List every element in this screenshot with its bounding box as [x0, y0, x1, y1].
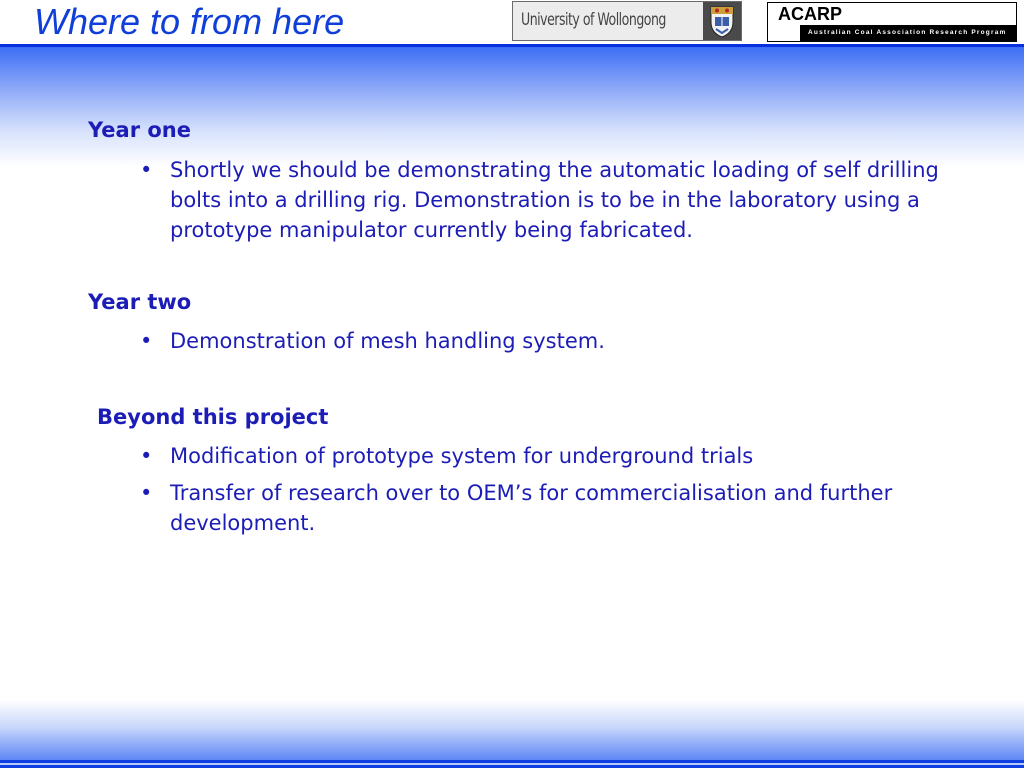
section-heading-beyond-this-project: Beyond this project	[97, 405, 329, 429]
bullet-text: Modification of prototype system for underground trials	[170, 444, 754, 468]
section-heading-year-two: Year two	[88, 290, 192, 314]
slide-title: Where to from here	[34, 1, 345, 42]
bullet-text: Shortly we should be demonstrating the automatic loading of self drilling bolts into a drilling rig. Demonstration is to be in the laboratory using a prototype manipulator currently being fabricated.	[170, 158, 939, 242]
acarp-logo-subtitle: Australian Coal Association Research Program	[808, 29, 1007, 36]
bullet-text: Demonstration of mesh handling system.	[170, 329, 605, 353]
section-heading-year-one: Year one	[88, 118, 191, 142]
bullet-list-year-two	[140, 326, 990, 363]
list-item	[140, 155, 990, 245]
list-item	[140, 441, 990, 471]
bullet-icon: •	[140, 329, 153, 353]
bullet-icon: •	[140, 158, 153, 182]
list-item	[140, 478, 990, 538]
acarp-logo-name: ACARP	[778, 4, 843, 24]
bullet-icon: •	[140, 481, 153, 505]
bullet-list-year-one	[140, 155, 990, 252]
list-item	[140, 326, 990, 356]
uow-logo-text: University of Wollongong	[521, 10, 666, 30]
bullet-text: Transfer of research over to OEM’s for commercialisation and further development.	[170, 481, 893, 535]
bullet-icon: •	[140, 444, 153, 468]
bullet-list-beyond-this-project	[140, 441, 990, 545]
